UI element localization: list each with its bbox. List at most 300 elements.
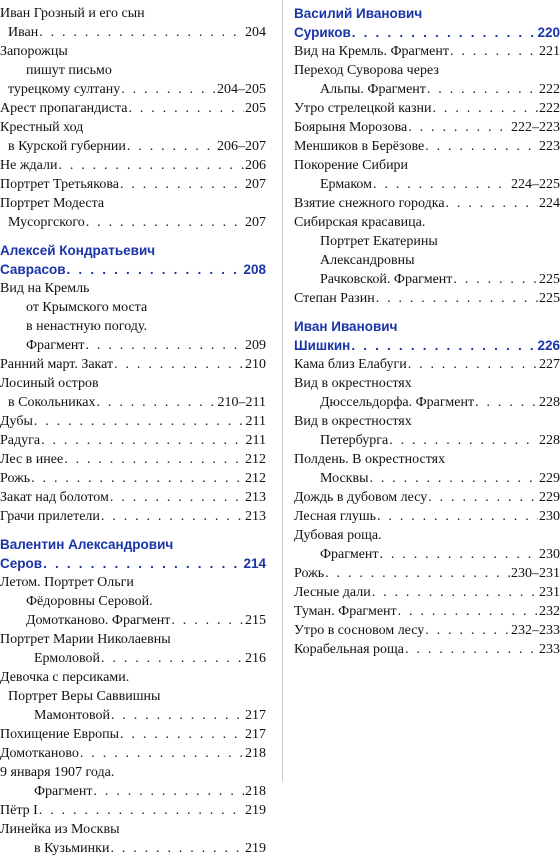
toc-entry bbox=[0, 42, 266, 99]
dot-leader bbox=[121, 80, 216, 99]
entry-line bbox=[0, 336, 266, 355]
dot-leader bbox=[34, 412, 245, 431]
toc-entry bbox=[0, 450, 266, 469]
artwork-title: Степан Разин bbox=[294, 291, 375, 306]
entry-line bbox=[294, 251, 560, 270]
artwork-title: Не ждали bbox=[0, 158, 58, 173]
entry-line bbox=[294, 507, 560, 526]
toc-entry bbox=[0, 725, 266, 744]
toc-entry bbox=[0, 374, 266, 412]
entry-line bbox=[294, 450, 560, 469]
entry-line bbox=[0, 630, 266, 649]
artwork-title: Грачи прилетели bbox=[0, 509, 100, 524]
page-number: 214 bbox=[243, 556, 266, 571]
dot-leader bbox=[120, 175, 244, 194]
artist-section-heading bbox=[294, 317, 560, 355]
toc-entry bbox=[0, 488, 266, 507]
artwork-title: Девочка с персиками. bbox=[0, 670, 130, 685]
toc-entry bbox=[0, 156, 266, 175]
artwork-title: Фрагмент bbox=[320, 547, 379, 562]
toc-entry bbox=[0, 99, 266, 118]
entry-line bbox=[294, 640, 560, 659]
page-number: 210 bbox=[245, 357, 266, 372]
page-number: 215 bbox=[245, 613, 266, 628]
entry-line bbox=[0, 355, 266, 374]
toc-column-left bbox=[0, 0, 266, 858]
artwork-title: Александровны bbox=[320, 253, 415, 268]
toc-entry bbox=[294, 602, 560, 621]
entry-line bbox=[0, 137, 266, 156]
page-number: 230–231 bbox=[511, 566, 560, 581]
artwork-title: Портрет Третьякова bbox=[0, 177, 119, 192]
section-heading-line bbox=[294, 336, 560, 355]
entry-line bbox=[0, 744, 266, 763]
toc-entry bbox=[294, 355, 560, 374]
page-number: 232–233 bbox=[511, 623, 560, 638]
entry-line bbox=[0, 175, 266, 194]
entry-line bbox=[0, 649, 266, 668]
page-number: 225 bbox=[539, 272, 560, 287]
toc-entry bbox=[0, 744, 266, 763]
entry-line bbox=[294, 80, 560, 99]
dot-leader bbox=[31, 469, 244, 488]
artwork-title: Ермоловой bbox=[34, 651, 101, 666]
artwork-title: в ненастную погоду. bbox=[26, 319, 148, 334]
toc-entry bbox=[0, 194, 266, 232]
page-number: 219 bbox=[245, 803, 266, 818]
artist-name: Валентин Александрович bbox=[0, 537, 174, 552]
section-heading-line bbox=[294, 317, 560, 336]
page-number: 216 bbox=[245, 651, 266, 666]
artwork-title: Мамонтовой bbox=[34, 708, 110, 723]
dot-leader bbox=[380, 545, 538, 564]
artwork-title: Дюссельдорфа. Фрагмент bbox=[320, 395, 475, 410]
artist-section-heading bbox=[294, 4, 560, 42]
entry-line bbox=[0, 374, 266, 393]
toc-entry bbox=[294, 412, 560, 450]
page-number: 219 bbox=[245, 841, 266, 856]
artwork-title: Покорение Сибири bbox=[294, 158, 409, 173]
artist-name: Алексей Кондратьевич bbox=[0, 243, 156, 258]
page-number: 229 bbox=[539, 471, 560, 486]
artwork-title: Меншиков в Берёзове bbox=[294, 139, 425, 154]
page-number: 213 bbox=[245, 509, 266, 524]
entry-line bbox=[0, 507, 266, 526]
artwork-title: Фёдоровны Серовой. bbox=[26, 594, 153, 609]
section-heading-line bbox=[294, 23, 560, 42]
dot-leader bbox=[351, 336, 536, 355]
entry-line bbox=[0, 469, 266, 488]
entry-line bbox=[0, 573, 266, 592]
artwork-title: Лосиный остров bbox=[0, 376, 99, 391]
dot-leader bbox=[97, 393, 217, 412]
entry-line bbox=[0, 317, 266, 336]
entry-line bbox=[0, 611, 266, 630]
page-number: 217 bbox=[245, 708, 266, 723]
dot-leader bbox=[86, 213, 244, 232]
page-number: 218 bbox=[245, 746, 266, 761]
artwork-title: Рожь bbox=[0, 471, 31, 486]
artwork-title: Утро в сосновом лесу bbox=[294, 623, 425, 638]
toc-entry bbox=[294, 213, 560, 289]
dot-leader bbox=[39, 801, 244, 820]
dot-leader bbox=[475, 393, 538, 412]
entry-line bbox=[0, 488, 266, 507]
dot-leader bbox=[86, 336, 244, 355]
artwork-title: Дубовая роща. bbox=[294, 528, 382, 543]
toc-entry bbox=[0, 469, 266, 488]
artwork-title: Лесные дали bbox=[294, 585, 371, 600]
entry-line bbox=[0, 412, 266, 431]
page-number: 211 bbox=[245, 414, 266, 429]
toc-entry bbox=[294, 61, 560, 99]
entry-line bbox=[0, 431, 266, 450]
artwork-title: Взятие снежного городка bbox=[294, 196, 445, 211]
artwork-title: Москвы bbox=[320, 471, 369, 486]
page-number: 220 bbox=[537, 25, 560, 40]
artwork-title: Портрет Модеста bbox=[0, 196, 105, 211]
page-number: 212 bbox=[245, 471, 266, 486]
entry-line bbox=[0, 820, 266, 839]
toc-entry bbox=[294, 374, 560, 412]
toc-entry bbox=[294, 289, 560, 308]
artwork-title: Линейка из Москвы bbox=[0, 822, 120, 837]
artwork-title: Радуга bbox=[0, 433, 41, 448]
dot-leader bbox=[114, 355, 244, 374]
entry-line bbox=[294, 469, 560, 488]
entry-line bbox=[294, 175, 560, 194]
entry-line bbox=[0, 42, 266, 61]
page-number: 222 bbox=[539, 82, 560, 97]
dot-leader bbox=[58, 156, 244, 175]
artwork-title: Портрет Веры Саввишны bbox=[8, 689, 161, 704]
entry-line bbox=[294, 156, 560, 175]
toc-entry bbox=[294, 99, 560, 118]
artwork-title: Вид на Кремль. Фрагмент bbox=[294, 44, 449, 59]
entry-line bbox=[0, 592, 266, 611]
dot-leader bbox=[389, 431, 538, 450]
entry-line bbox=[0, 4, 266, 23]
entry-line bbox=[0, 118, 266, 137]
entry-line bbox=[294, 602, 560, 621]
artwork-title: турецкому султану bbox=[8, 82, 121, 97]
toc-entry bbox=[294, 137, 560, 156]
page-number: 224–225 bbox=[511, 177, 560, 192]
artwork-title: Вид в окрестностях bbox=[294, 376, 412, 391]
artwork-title: Вид на Кремль bbox=[0, 281, 90, 296]
entry-line bbox=[294, 374, 560, 393]
section-heading-line bbox=[0, 554, 266, 573]
toc-entry bbox=[294, 194, 560, 213]
dot-leader bbox=[128, 99, 244, 118]
dot-leader bbox=[446, 194, 538, 213]
entry-line bbox=[294, 118, 560, 137]
entry-line bbox=[0, 80, 266, 99]
toc-column-right bbox=[294, 0, 560, 659]
page-number: 211 bbox=[245, 433, 266, 448]
artwork-title: Лес в инее bbox=[0, 452, 64, 467]
entry-line bbox=[294, 289, 560, 308]
section-heading-line bbox=[294, 4, 560, 23]
toc-entry bbox=[294, 450, 560, 488]
entry-line bbox=[0, 99, 266, 118]
toc-entry bbox=[294, 526, 560, 564]
entry-line bbox=[0, 23, 266, 42]
page-number: 206–207 bbox=[217, 139, 266, 154]
entry-line bbox=[294, 137, 560, 156]
page-number: 227 bbox=[539, 357, 560, 372]
page-number: 230 bbox=[539, 509, 560, 524]
page-number: 204–205 bbox=[217, 82, 266, 97]
toc-entry bbox=[294, 621, 560, 640]
artwork-title: Ранний март. Закат bbox=[0, 357, 114, 372]
entry-line bbox=[294, 42, 560, 61]
dot-leader bbox=[120, 725, 244, 744]
artwork-title: Рожь bbox=[294, 566, 325, 581]
toc-entry bbox=[0, 412, 266, 431]
page-number: 231 bbox=[539, 585, 560, 600]
entry-line bbox=[0, 725, 266, 744]
page-number: 229 bbox=[539, 490, 560, 505]
toc-entry bbox=[0, 118, 266, 156]
artwork-title: Крестный ход bbox=[0, 120, 84, 135]
toc-entry bbox=[0, 630, 266, 668]
dot-leader bbox=[171, 611, 244, 630]
artwork-title: Фрагмент bbox=[34, 784, 93, 799]
artwork-title: Ермаком bbox=[320, 177, 373, 192]
entry-line bbox=[0, 839, 266, 858]
page-number: 230 bbox=[539, 547, 560, 562]
page-number: 226 bbox=[537, 338, 560, 353]
artwork-title: Вид в окрестностях bbox=[294, 414, 412, 429]
artwork-title: Альпы. Фрагмент bbox=[320, 82, 426, 97]
entry-line bbox=[294, 270, 560, 289]
artwork-title: Сибирская красавица. bbox=[294, 215, 426, 230]
artwork-title: Утро стрелецкой казни bbox=[294, 101, 432, 116]
page-number: 225 bbox=[539, 291, 560, 306]
dot-leader bbox=[450, 42, 538, 61]
page-number: 228 bbox=[539, 433, 560, 448]
dot-leader bbox=[376, 289, 538, 308]
dot-leader bbox=[325, 564, 510, 583]
page-number: 207 bbox=[245, 215, 266, 230]
toc-entry bbox=[294, 564, 560, 583]
artwork-title: Портрет Екатерины bbox=[320, 234, 438, 249]
page-number: 222–223 bbox=[511, 120, 560, 135]
artwork-title: Полдень. В окрестностях bbox=[294, 452, 446, 467]
dot-leader bbox=[101, 649, 244, 668]
toc-entry bbox=[0, 279, 266, 355]
page-number: 209 bbox=[245, 338, 266, 353]
toc-entry bbox=[0, 431, 266, 450]
entry-line bbox=[0, 763, 266, 782]
entry-line bbox=[294, 99, 560, 118]
entry-line bbox=[0, 61, 266, 80]
artwork-title: Иван bbox=[8, 25, 39, 40]
dot-leader bbox=[127, 137, 216, 156]
artwork-title: Лесная глушь bbox=[294, 509, 377, 524]
page-number: 210–211 bbox=[217, 395, 266, 410]
artwork-title: Иван Грозный и его сын bbox=[0, 6, 145, 21]
toc-entry bbox=[0, 355, 266, 374]
dot-leader bbox=[453, 270, 538, 289]
entry-line bbox=[0, 194, 266, 213]
artist-name: Иван Иванович bbox=[294, 319, 398, 334]
toc-entry bbox=[0, 820, 266, 858]
artist-name: Василий Иванович bbox=[294, 6, 423, 21]
artwork-title: Кама близ Елабуги bbox=[294, 357, 407, 372]
section-gap bbox=[0, 526, 266, 535]
dot-leader bbox=[110, 839, 244, 858]
artwork-title: Фрагмент bbox=[26, 338, 85, 353]
toc-entry bbox=[294, 507, 560, 526]
dot-leader bbox=[408, 118, 510, 137]
entry-line bbox=[294, 194, 560, 213]
artwork-title: от Крымского моста bbox=[26, 300, 148, 315]
artwork-title: Закат над болотом bbox=[0, 490, 109, 505]
dot-leader bbox=[373, 175, 510, 194]
section-heading-line bbox=[0, 535, 266, 554]
artwork-title: Портрет Марии Николаевны bbox=[0, 632, 171, 647]
entry-line bbox=[0, 156, 266, 175]
page-number: 218 bbox=[245, 784, 266, 799]
toc-entry bbox=[0, 175, 266, 194]
dot-leader bbox=[111, 706, 244, 725]
page-number: 217 bbox=[245, 727, 266, 742]
artwork-title: Летом. Портрет Ольги bbox=[0, 575, 134, 590]
dot-leader bbox=[352, 23, 537, 42]
artist-section-heading bbox=[0, 241, 266, 279]
page-number: 222 bbox=[539, 101, 560, 116]
artwork-title: в Курской губернии bbox=[8, 139, 126, 154]
section-heading-line bbox=[0, 241, 266, 260]
dot-leader bbox=[427, 80, 538, 99]
dot-leader bbox=[94, 782, 244, 801]
page-number: 228 bbox=[539, 395, 560, 410]
page-number: 205 bbox=[245, 101, 266, 116]
page-number: 208 bbox=[243, 262, 266, 277]
artwork-title: Похищение Европы bbox=[0, 727, 120, 742]
section-heading-line bbox=[0, 260, 266, 279]
artwork-title: Домотканово bbox=[0, 746, 79, 761]
entry-line bbox=[294, 488, 560, 507]
entry-line bbox=[294, 583, 560, 602]
entry-line bbox=[0, 450, 266, 469]
toc-entry bbox=[294, 118, 560, 137]
dot-leader bbox=[41, 431, 244, 450]
page-number: 233 bbox=[539, 642, 560, 657]
entry-line bbox=[294, 232, 560, 251]
dot-leader bbox=[398, 602, 538, 621]
entry-line bbox=[294, 355, 560, 374]
entry-line bbox=[0, 213, 266, 232]
section-gap bbox=[0, 232, 266, 241]
dot-leader bbox=[425, 137, 538, 156]
toc-entry bbox=[294, 640, 560, 659]
dot-leader bbox=[43, 554, 242, 573]
dot-leader bbox=[67, 260, 243, 279]
toc-entry bbox=[0, 668, 266, 725]
dot-leader bbox=[101, 507, 244, 526]
dot-leader bbox=[372, 583, 538, 602]
entry-line bbox=[294, 564, 560, 583]
entry-line bbox=[0, 687, 266, 706]
entry-line bbox=[294, 213, 560, 232]
dot-leader bbox=[408, 355, 538, 374]
toc-entry bbox=[0, 763, 266, 801]
toc-entry bbox=[294, 42, 560, 61]
page-number: 207 bbox=[245, 177, 266, 192]
dot-leader bbox=[377, 507, 538, 526]
dot-leader bbox=[433, 99, 538, 118]
artwork-title: Рачковской. Фрагмент bbox=[320, 272, 453, 287]
dot-leader bbox=[428, 488, 538, 507]
artwork-title: пишут письмо bbox=[26, 63, 112, 78]
artwork-title: Петербурга bbox=[320, 433, 389, 448]
artwork-title: Корабельная роща bbox=[294, 642, 405, 657]
artist-name: Саврасов bbox=[0, 262, 66, 277]
toc-entry bbox=[294, 583, 560, 602]
entry-line bbox=[0, 279, 266, 298]
entry-line bbox=[294, 412, 560, 431]
page-number: 221 bbox=[539, 44, 560, 59]
artist-name: Серов bbox=[0, 556, 43, 571]
page-number: 212 bbox=[245, 452, 266, 467]
entry-line bbox=[0, 782, 266, 801]
artwork-title: Домотканово. Фрагмент bbox=[26, 613, 171, 628]
toc-entry bbox=[0, 507, 266, 526]
entry-line bbox=[0, 801, 266, 820]
artwork-title: Мусоргского bbox=[8, 215, 85, 230]
entry-line bbox=[294, 545, 560, 564]
artwork-title: Боярыня Морозова bbox=[294, 120, 408, 135]
page-number: 224 bbox=[539, 196, 560, 211]
dot-leader bbox=[64, 450, 244, 469]
artwork-title: Туман. Фрагмент bbox=[294, 604, 397, 619]
entry-line bbox=[294, 621, 560, 640]
entry-line bbox=[0, 393, 266, 412]
page-number: 206 bbox=[245, 158, 266, 173]
toc-entry bbox=[0, 4, 266, 42]
page-number: 204 bbox=[245, 25, 266, 40]
dot-leader bbox=[110, 488, 244, 507]
column-divider bbox=[282, 0, 283, 781]
page-number: 213 bbox=[245, 490, 266, 505]
toc-entry bbox=[294, 156, 560, 194]
dot-leader bbox=[369, 469, 538, 488]
page-number: 223 bbox=[539, 139, 560, 154]
artwork-title: в Сокольниках bbox=[8, 395, 96, 410]
artwork-title: Дубы bbox=[0, 414, 33, 429]
dot-leader bbox=[405, 640, 538, 659]
artist-name: Суриков bbox=[294, 25, 351, 40]
artwork-title: Дождь в дубовом лесу bbox=[294, 490, 428, 505]
toc-entry bbox=[294, 488, 560, 507]
entry-line bbox=[0, 668, 266, 687]
artist-section-heading bbox=[0, 535, 266, 573]
dot-leader bbox=[80, 744, 244, 763]
entry-line bbox=[294, 526, 560, 545]
page-number: 232 bbox=[539, 604, 560, 619]
entry-line bbox=[0, 298, 266, 317]
entry-line bbox=[0, 706, 266, 725]
entry-line bbox=[294, 393, 560, 412]
toc-entry bbox=[0, 573, 266, 630]
artwork-title: Переход Суворова через bbox=[294, 63, 439, 78]
artwork-title: Пётр I bbox=[0, 803, 38, 818]
artwork-title: Запорожцы bbox=[0, 44, 68, 59]
artwork-title: 9 января 1907 года. bbox=[0, 765, 115, 780]
